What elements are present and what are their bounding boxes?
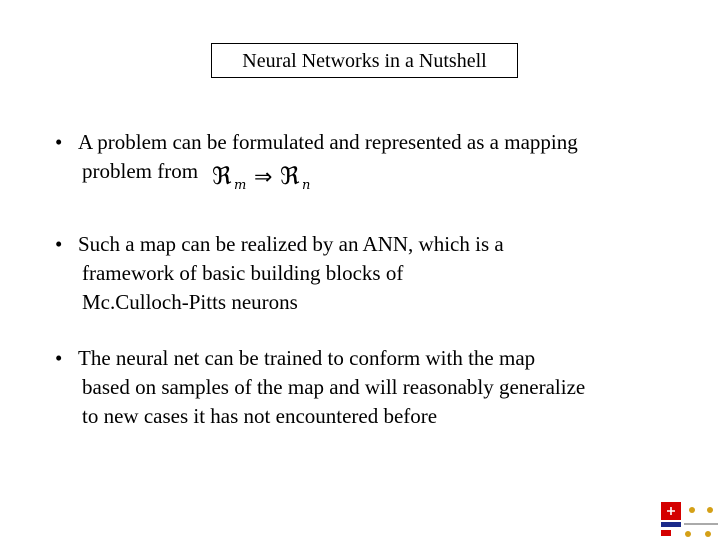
formula-subscript-n: n xyxy=(302,178,311,193)
crest-ornament xyxy=(705,531,711,537)
crest-ornament xyxy=(685,531,691,537)
bullet-line-text: problem from xyxy=(82,159,199,183)
bullet-item-training xyxy=(55,344,695,431)
bullet-dot: • xyxy=(55,232,63,257)
formula-symbol-right: ℜ xyxy=(280,162,300,191)
crest-ornament xyxy=(707,507,713,513)
bullet-line: Such a map can be realized by an ANN, which is a xyxy=(78,232,504,257)
bullet-line: A problem can be formulated and represented as a mapping xyxy=(78,130,578,154)
bullet-line: framework of basic building blocks of xyxy=(82,261,404,286)
formula-subscript-m: m xyxy=(234,178,247,193)
bullet-line: based on samples of the map and will reasonably generalize xyxy=(82,375,586,400)
formula-symbol-left: ℜ xyxy=(212,162,232,191)
bullet-item-mapping xyxy=(55,128,695,193)
slide-title: Neural Networks in a Nutshell xyxy=(211,43,518,78)
mapping-formula xyxy=(212,162,332,192)
crest-band xyxy=(661,522,681,527)
bullet-line: The neural net can be trained to conform with the map xyxy=(78,346,536,371)
crest-ornament xyxy=(689,507,695,513)
bullet-line xyxy=(78,157,695,193)
bullet-list xyxy=(55,128,695,459)
university-crest-logo xyxy=(658,500,720,540)
bullet-dot: • xyxy=(55,130,63,154)
bullet-line: to new cases it has not encountered before xyxy=(82,404,438,429)
formula-arrow: ⇒ xyxy=(254,165,273,191)
bullet-item-ann xyxy=(55,230,695,317)
crest-block xyxy=(661,530,671,536)
bullet-line: Mc.Culloch-Pitts neurons xyxy=(82,290,298,315)
bullet-dot: • xyxy=(55,346,63,371)
